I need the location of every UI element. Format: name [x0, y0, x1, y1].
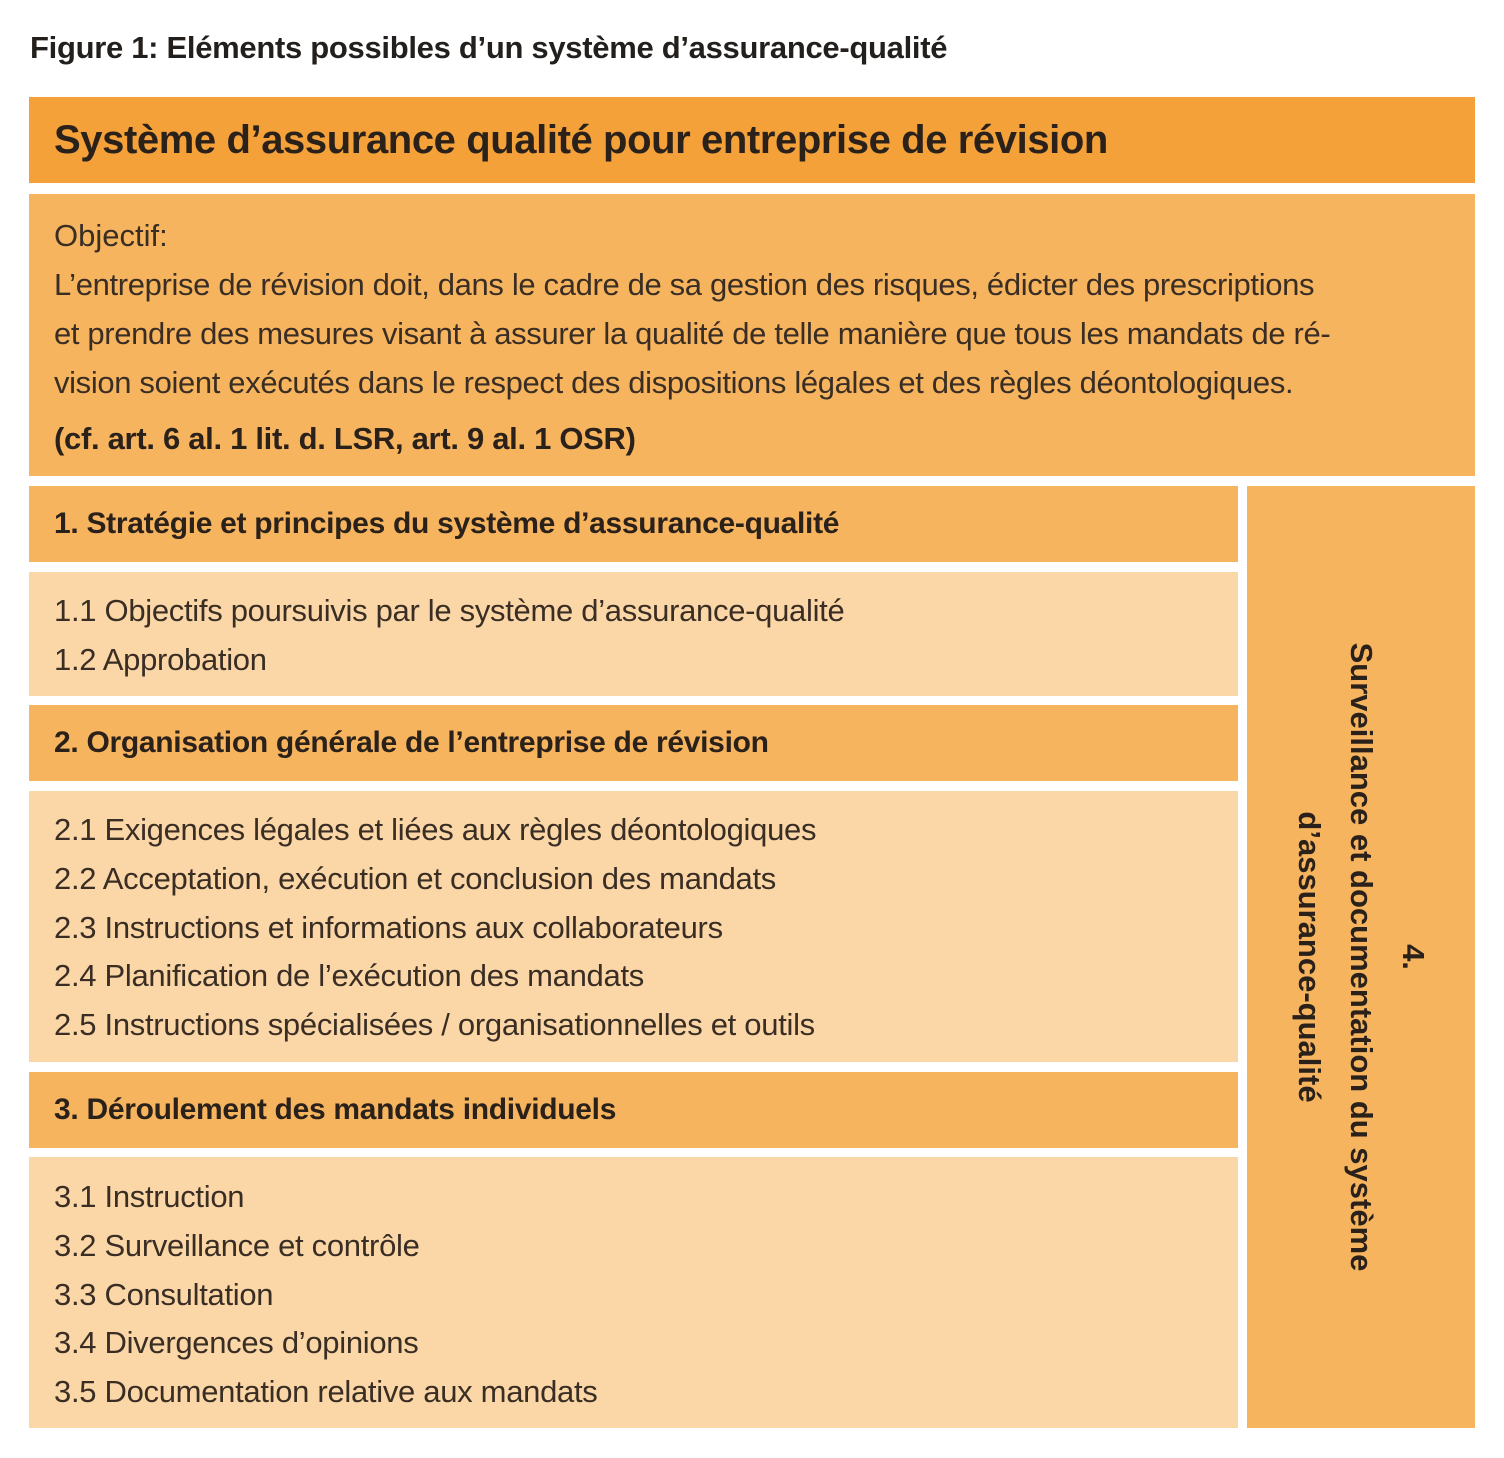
list-item: 3.1 Instruction [54, 1179, 245, 1214]
side-panel-line-2: d’assurance-qualité [1292, 811, 1327, 1103]
list-item: 2.2 Acceptation, exécution et conclusion des mandats [54, 860, 776, 896]
section-title: 1. Stratégie et principes du système d’assurance-qualité [54, 507, 840, 540]
list-item: 1.1 Objectifs poursuivis par le système d’assurance-qualité [54, 593, 845, 628]
objective-box [29, 194, 1475, 476]
list-item: 3.3 Consultation [54, 1276, 274, 1312]
main-header-title: Système d’assurance qualité pour entreprise de révision [54, 117, 1108, 162]
side-panel-rotated-text [1283, 507, 1439, 1407]
list-item: 1.2 Approbation [54, 641, 267, 677]
section-3-header [29, 1072, 1238, 1148]
objective-line: L’entreprise de révision doit, dans le cadre de sa gestion des risques, édicter des prescriptions [54, 267, 1315, 302]
side-panel-number: 4. [1396, 944, 1431, 970]
section-1-header [29, 486, 1238, 562]
list-item: 2.1 Exigences légales et liées aux règles déontologiques [54, 812, 817, 847]
section-3-items [29, 1157, 1238, 1428]
objective-line: et prendre des mesures visant à assurer la qualité de telle manière que tous les mandats de ré- [54, 316, 1331, 351]
list-item: 3.2 Surveillance et contrôle [54, 1227, 420, 1263]
list-item: 2.4 Planification de l’exécution des mandats [54, 958, 644, 994]
section-4-side-panel [1247, 486, 1475, 1428]
section-title: 3. Déroulement des mandats individuels [54, 1093, 617, 1126]
figure-caption: Figure 1: Eléments possibles d’un système d’assurance-qualité [30, 30, 948, 65]
objective-label: Objectif: [54, 218, 168, 253]
section-title: 2. Organisation générale de l’entreprise de révision [54, 726, 769, 759]
section-1-items [29, 572, 1238, 696]
objective-line: vision soient exécutés dans le respect des dispositions légales et des règles déontologiques. [54, 365, 1294, 400]
main-header [29, 97, 1475, 183]
objective-text [54, 260, 1455, 407]
section-2-header [29, 705, 1238, 781]
list-item: 2.3 Instructions et informations aux collaborateurs [54, 909, 723, 945]
list-item: 3.5 Documentation relative aux mandats [54, 1374, 598, 1410]
side-panel-line-1: Surveillance et documentation du système [1344, 642, 1379, 1272]
list-item: 2.5 Instructions spécialisées / organisationnelles et outils [54, 1007, 815, 1043]
legal-reference: (cf. art. 6 al. 1 lit. d. LSR, art. 9 al. 1 OSR) [54, 421, 636, 456]
list-item: 3.4 Divergences d’opinions [54, 1325, 419, 1361]
section-2-items [29, 791, 1238, 1062]
